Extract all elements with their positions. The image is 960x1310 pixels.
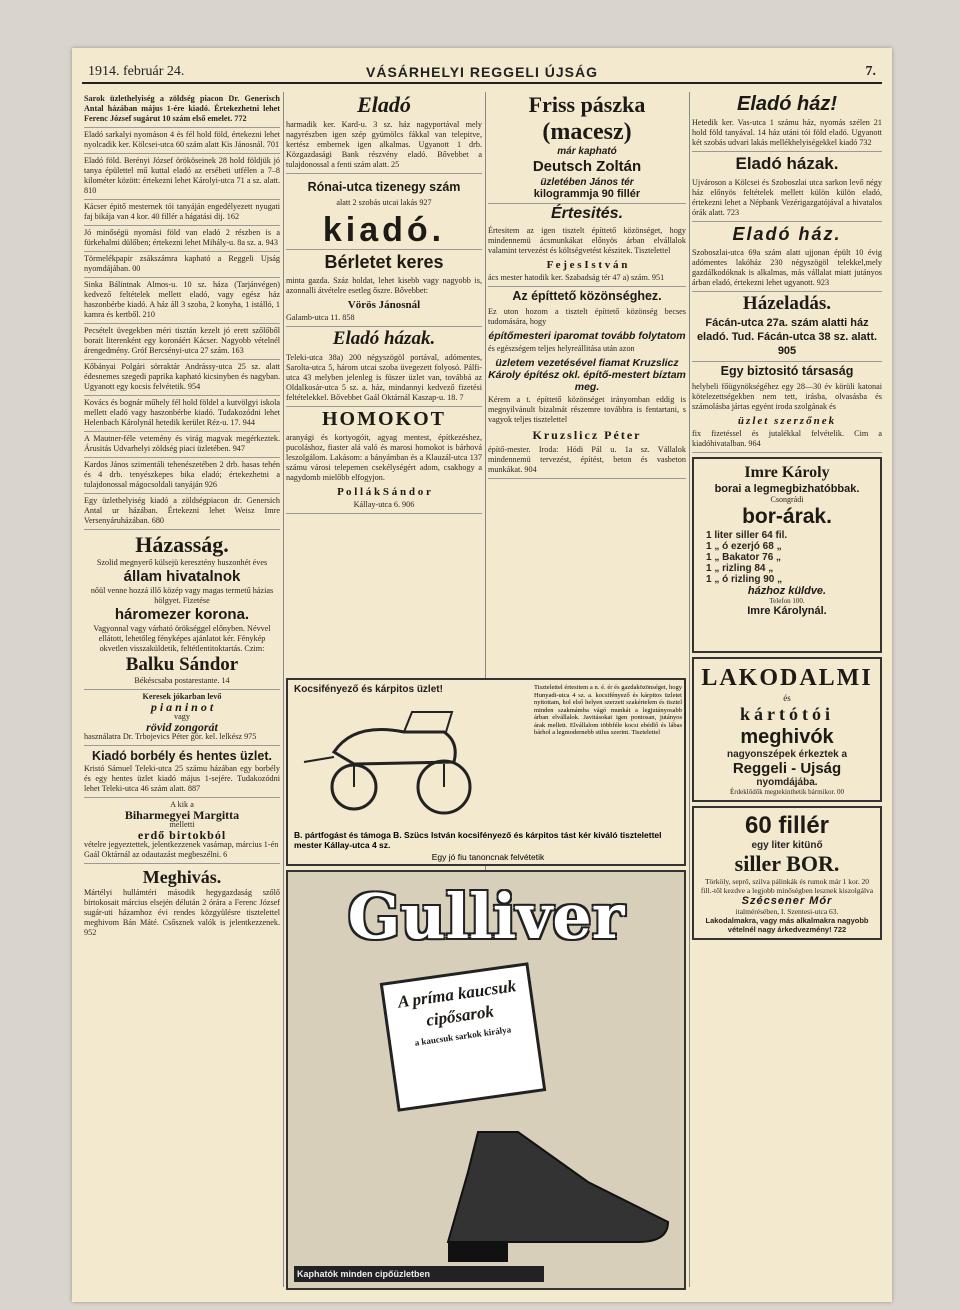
issue-date: 1914. február 24. [88,64,185,79]
classified-ad: Szoboszlai-utca 69a szám alatt ujjonan épült 10 évig adómentes lakóház 230 négyszögöl telekkel,mely gazdálkodóknak is alkalmas, más vállalat miatt jutányos árban eladó, értekezni lehet ugyanott. 923 [692,246,882,292]
classified-ad: Kérem a t. építtető közönséget irányomban eddig is megnyilvánult bizalmát részemre továbbra is fentartani, s vagyok teljes tisztelettel [488,395,686,424]
brandy-text: italmérésében, I. Szentesi-utca 63. [735,907,839,916]
classified-ad: Kállay-utca 6. 906 [286,498,482,514]
wedding-text: és [783,693,791,703]
column-rule [689,92,690,1287]
gulliver-brand: Gulliver [347,880,625,953]
newspaper-page [72,48,892,1302]
forest-ad [84,798,280,864]
forest-heading: Biharmegyei Margitta [124,808,240,822]
forest-text: melletti [169,820,195,829]
brandy-text: Törköly, seprő, szilva pálinkák és rumok már 1 kor. 20 fill.-től kezdve a legjobb minőségben lesznek kiszolgálva [700,877,874,895]
wine-heading: bor-árak. [742,505,832,528]
column-rule [283,92,284,1287]
coach-apprentice: Egy jó fiu tanoncnak felvétetik [431,852,545,862]
ad-heading: Házeladás. [742,293,832,314]
ad-heading: Eladó házak. [735,154,839,173]
shoe-heel-label [380,962,547,1112]
gulliver-ad [286,870,686,1290]
shoe-illustration [438,1112,678,1272]
ad-emphasis: üzlet szerzőnek [737,415,837,427]
piano-ad [84,690,280,746]
piano-word: p i a n i n o t [150,700,214,714]
classified-ad: Teleki-utca 38a) 200 négyszögöl portával, adómentes, Sarolta-utca 5, három utcai szoba üvegezett folyosó. Pálfi-utca 43 melyben jelenleg is füszer üzlet van, továbbá az Oldalkosár-utca 5 sz. a. ház, mindannyi kedvező fizetési feltételekkel. Bővebbet Gaál Oktárnál Kaszap-u. 18. 7 [286,351,482,407]
wedding-heading: kártótói [740,704,834,724]
ad-heading: HOMOKOT [322,408,446,430]
classified-ad: Galamb-utca 11. 858 [286,311,482,327]
ad-heading: Eladó házak. [332,328,436,349]
classified-ad: Jó minőségü nyomási föld van eladó 2 részben is a fürkehalmi dülőben; értekezni lehet Mihály-u. 8a sz. a. 943 [84,226,280,252]
marriage-text: Vagyonnal vagy várható örökséggel előnyben. Névvel ellátott, lehetőleg fényképes ajánlatot kér. Fénykép okvetlen visszaküldetik, feltétlentitoktartás. Czim: [93,624,271,653]
ad-text: már kapható [557,146,617,157]
marriage-text: nőül venne hozzá illő közép vagy magas termetű házias hölgyet. Fizetése [90,586,274,605]
coach-text: Tisztelettel értesitem a n. é. ér és gazdaközönséget, hogy Hunyadi-utca 4 sz. a. kocsifényező és kárpitos üzletet nyitottam, hol első helyen szerzett szakértelem és tisztel minden szakmámba vágó munkát a legjutányosabb árban elvállalok. Javitásokat igen pontosan, jutányos árak mellett. Elvállalom többféle kocsi ebédlő és lábas bárhol a legmodernebb stilus szerint. Tisztelettel [534,684,682,736]
brandy-heading: siller BOR. [734,851,840,876]
classified-ad: minta gazda. Száz holdat, lehet kisebb vagy nagyobb is, azonnalli átvételre esetleg őszre. Bővebbet: [286,276,482,295]
wedding-heading: meghivók [740,726,834,748]
classified-ad: Kardos János szimentáli tehenészetében 2 drb. hasas tehén és 4 drb. tenyészkepes bika eladó; értekezhetni a tulajdonossal mágocsoldali tanyáján 926 [84,458,280,494]
classified-ad: Sarok üzlethelyiség a zöldség piacon Dr. Generisch Antal házában május 1-ére kiadó. Értekezhetni lehet Ferenc József sugárut 10 szám első emelet. 772 [84,92,280,128]
ad-emphasis: építőmesteri iparomat tovább folytatom [488,330,686,342]
marriage-heading: Házasság. [135,532,229,557]
classified-ad: ács mester hatodik ker. Szabadság tér 47 a) szám. 951 [488,271,686,287]
forest-text: A kik a [170,800,194,809]
brandy-price: 60 fillér [744,812,830,839]
wedding-text: Érdeklődők megtekinthetik bármikor. 00 [730,788,844,796]
brandy-ad [692,806,882,940]
classified-ad: Egy üzlethelyiség kiadó a zöldségpiacon dr. Genersich Antal ur házában. Értekezni lehet Weisz Imre Versenyáruházában. 680 [84,494,280,530]
coach-signature: B. pártfogást és támoga B. Szücs István kocsifényező és kárpitos tást kér kiváló tisztelettel mester Kállay-utca 4 sz. [294,830,662,850]
wine-address: Imre Károlynál. [747,605,827,617]
wine-price: 1 „ ó ezerjó 68 „ [706,541,782,552]
ad-heading: Deutsch Zoltán [532,158,642,175]
ad-text: Fácán-utca 27a. szám alatti ház eladó. Tud. Fácán-utca 38 sz. alatt. 905 [692,316,882,362]
wine-price: 1 „ rizling 84 „ [706,563,774,574]
column-4 [692,92,882,1292]
wedding-heading: LAKODALMI [701,665,873,691]
classified-ad: helybeli főügynökségéhez egy 28—30 év körüli katonai kötelezettségekben nem tett, irásba, olvasásba és számolásba jártas egyént iroda szolgának és [692,382,882,411]
classified-ad: Sinka Bálintnak Almos-u. 10 sz. háza (Tarjánvégen) kedvező feltételek mellett eladó, vagy egész ház haszonbérbe kiadó. A ház áll 3 szoba, 2 konyha, 1 istálló, 1 kamra és kertből. 210 [84,278,280,324]
marriage-ad [84,530,280,690]
brandy-text: egy liter kitünő [751,840,823,851]
classified-ad: építő-mester. Iroda: Hódi Pál u. 1a sz. Vállalok mindennemü tervezést, építést, beton és vasbeton munkákat. 904 [488,443,686,479]
classified-ad: Törmelékpapir zsákszámra kapható a Reggeli Ujság nyomdájában. 00 [84,252,280,278]
coach-heading: Kocsifényező és kárpitos üzlet! [294,684,443,695]
wine-delivery: házhoz küldve. [747,585,827,597]
piano-text: használatra Dr. Trbojevics Péter gör. kel. lelkész 975 [84,732,257,741]
forest-heading: erdő birtokból [137,828,227,842]
classified-ad: Ujvároson a Kölcsei és Szoboszlai utca sarkon levő négy ház előnyös feltételek mellett külön külön eladó, értekezni lehet a Népbank Vezérigazgatójával a hivatalos órák alatt. 723 [692,176,882,222]
ad-heading: Eladó ház. [732,224,842,244]
classified-ad: Eladó föld. Berényi József örököseinek 28 hold földjük jó tanya épülettel mű kuttal eladó az ersébeti utfélen a 7–8 kilométer között: értekezni lehet Károlyi-utca 71 a sz. alatt. 810 [84,154,280,200]
brandy-text: Lakodalmakra, vagy más alkalmakra nagyobb vételnél nagy árkedvezmény! 722 [705,916,869,934]
ad-heading: Egy biztositó társaság [720,364,854,378]
classified-ad: alatt 2 szobás utcai lakás 927 [336,198,432,207]
ad-emphasis: üzletem vezetésével fiamat Kruzslicz Károly építész okl. építő-mestert bíztam meg. [488,357,686,393]
wine-price: 1 „ ó rizling 90 „ [706,574,783,585]
ad-heading: Értesités. [550,205,624,222]
ad-name: F e j e s I s t v á n [546,259,628,271]
brandy-merchant: Szécsener Mór [741,895,833,907]
ad-name: Kruzslicz Péter [532,428,642,442]
classified-ad: fix fizetéssel és jutalékkal felvételik. Cim a kiadóhivatalban. 964 [692,427,882,453]
forest-text: vételre jegyeztettek, jelentkezzenek vasárnap, március 1-én Gaál Oktárnál az odautazást megbeszélni. 6 [84,840,279,859]
wine-origin: Csongrádi [770,495,804,504]
carriage-illustration [294,702,494,822]
ad-text: kilogrammja 90 fillér [488,188,686,204]
wedding-text: nyomdájába. [756,777,818,788]
classified-ad: Hetedik ker. Vas-utca 1 számu ház, nyomás szélen 21 hold föld tanyával. 14 ház utáni tói föld eladó. Ugyanott két szobás udvari lakás mellékhelyiségekkel kiadó 732 [692,116,882,152]
column-3 [488,92,686,662]
barber-ad [84,746,280,798]
marriage-occupation: állam hivatalnok [123,568,241,585]
ad-name: Vörös Jánosnál [347,299,421,311]
marriage-text: Szolid megnyerő külsejü keresztény huszonhét éves [96,558,268,567]
classified-ad: Pecsételt üvegekben méri tisztán kezelt jó erett szőlőből borait literenként egy koronáért Kácser. Nagyobb vételnél árengedmény. Gróf Bercsényi-utca 27 szám. 163 [84,324,280,360]
classified-ad: Kőbányai Polgári sörraktár Andrássy-utca 25 sz. alatt édesnemes szegedi paprika kapható kicsinyben és nagyban. Ugyanott egy kocsis felvétetik. 954 [84,360,280,396]
gulliver-footer: Kaphatók minden cipőüzletben [294,1266,544,1282]
piano-text: vagy [174,712,190,721]
classified-ad: Eladó sarkalyi nyomáson 4 és fél hold föld, értekezni lehet nyolcadik ker. Kölcsei-utca 60 szám alatt Kis Jánosnál. 701 [84,128,280,154]
wine-ad [692,457,882,653]
piano-text: Keresek jókarban levő [142,692,222,701]
marriage-name: Balku Sándor [125,654,239,675]
wedding-invitation-ad [692,657,882,802]
classified-ad: Ez uton hozom a tisztelt építtető közönség becses tudomására, hogy [488,307,686,326]
wine-phone: Telefon 100. [769,597,805,605]
marriage-salary: háromezer korona. [114,606,250,623]
classified-ad: A Mautner-féle vetemény és virág magvak megérkeztek. Árusitás Udvarhelyi zöldség piaci üzletében. 947 [84,432,280,458]
barber-heading: Kiadó borbély és hentes üzlet. [92,749,272,763]
invitation-ad [84,864,280,941]
wine-price: 1 „ Bakator 76 „ [706,552,782,563]
classified-ad: Kovács és bognár műhely fél hold földel a kutvölgyi iskola mellett eladó vagy haszonbérbe kiadó. Tudakozódni lehet Helenbach Károlynál hetedik kerület Réz-u. 17. 944 [84,396,280,432]
column-2 [286,92,482,662]
barber-text: Kristó Sámuel Teleki-utca 25 számu házában egy borbély és egy hentes üzlet kiadó május 1-sejére. Tudakozódni lehet Teleki-utca 46 szám alatt. 887 [84,764,280,793]
ad-heading: Eladó [357,92,411,117]
wedding-text: nagyonszépek érkeztek a [726,749,848,760]
column-1 [84,92,280,1292]
ad-heading: Eladó ház! [736,93,837,115]
wine-merchant: Imre Károly [744,464,830,481]
heel-subtitle: a kaucsuk sarkok királya [413,1024,512,1048]
coach-ad [286,678,686,866]
classified-ad: Kácser épitő mesternek tói tanyáján engedélyezett nyugati faj bikája van 4 kor. 40 fillér a hágatási dij. 162 [84,200,280,226]
page-number: 7. [865,64,876,79]
classified-ad: harmadik ker. Kard-u. 3 sz. ház nagyportával mely nagyrészben igen szép gyümölcs fákkal van telepitve, kertész embernek igen alkalmas. Ugyanott 1 drb. Közgazdasági Bank részvény eladó. Bővebbet a tulajdonossal a fenti szám alatt. 25 [286,118,482,174]
classified-ad: és egészségem teljes helyreállitása után azon [488,344,635,353]
ad-heading: Az építtető közönséghez. [512,289,662,303]
wedding-publisher: Reggeli - Ujság [732,760,842,777]
ad-heading: (macesz) [542,119,632,145]
ad-heading: Bérletet keres [324,252,444,272]
ad-name: P o l l á k S á n d o r [337,486,431,498]
masthead [82,62,882,84]
newspaper-title: VÁSÁRHELYI REGGELI ÚJSÁG [366,64,598,80]
invitation-text: Mártélyi hullámtéri második hegygazdaság szőlő birtokosait március elsején délután 2 órára a Ferenc József sugár-uti házamhoz évi rendes közgyülésre tisztelettel meghivom Bán Máté. Csősznek valók is jelentkezzenek. 952 [84,888,280,937]
heel-title: A príma kaucsuk cipősarok [396,976,518,1030]
ad-heading: Friss pászka [528,92,646,117]
wine-slogan: borai a legmegbizhatóbbak. [714,483,860,495]
ad-heading: kiadó. [286,211,482,250]
marriage-address: Békéscsaba postarestante. 14 [134,676,230,685]
classified-ad: Értesitem az igen tisztelt építtető közönséget, hogy mindennemü ácsmunkákat előnyös árban elvállalok valamint tervezést és költségvetést készitek. Tisztelettel [488,226,686,255]
piano-word: rövid zongorát [146,720,218,734]
wine-price: 1 liter siller 64 fil. [706,530,788,541]
classified-ad: aranyági és kortyogóit, agyag mentest, építkezéshez, pucoláshoz, fiaster alá való és marosi homokot is bárhová leszolgálom. Lakásom: a bányámban és a Klauzál-utca 137 számu városi telepemen csekélységért adom, csakhogy a nagydomb mielőbb elfogyjon. [286,433,482,482]
invitation-heading: Meghivás. [142,867,222,887]
ad-heading: Rónai-utca tizenegy szám [307,180,461,194]
ad-text: üzletében János tér [540,177,634,188]
